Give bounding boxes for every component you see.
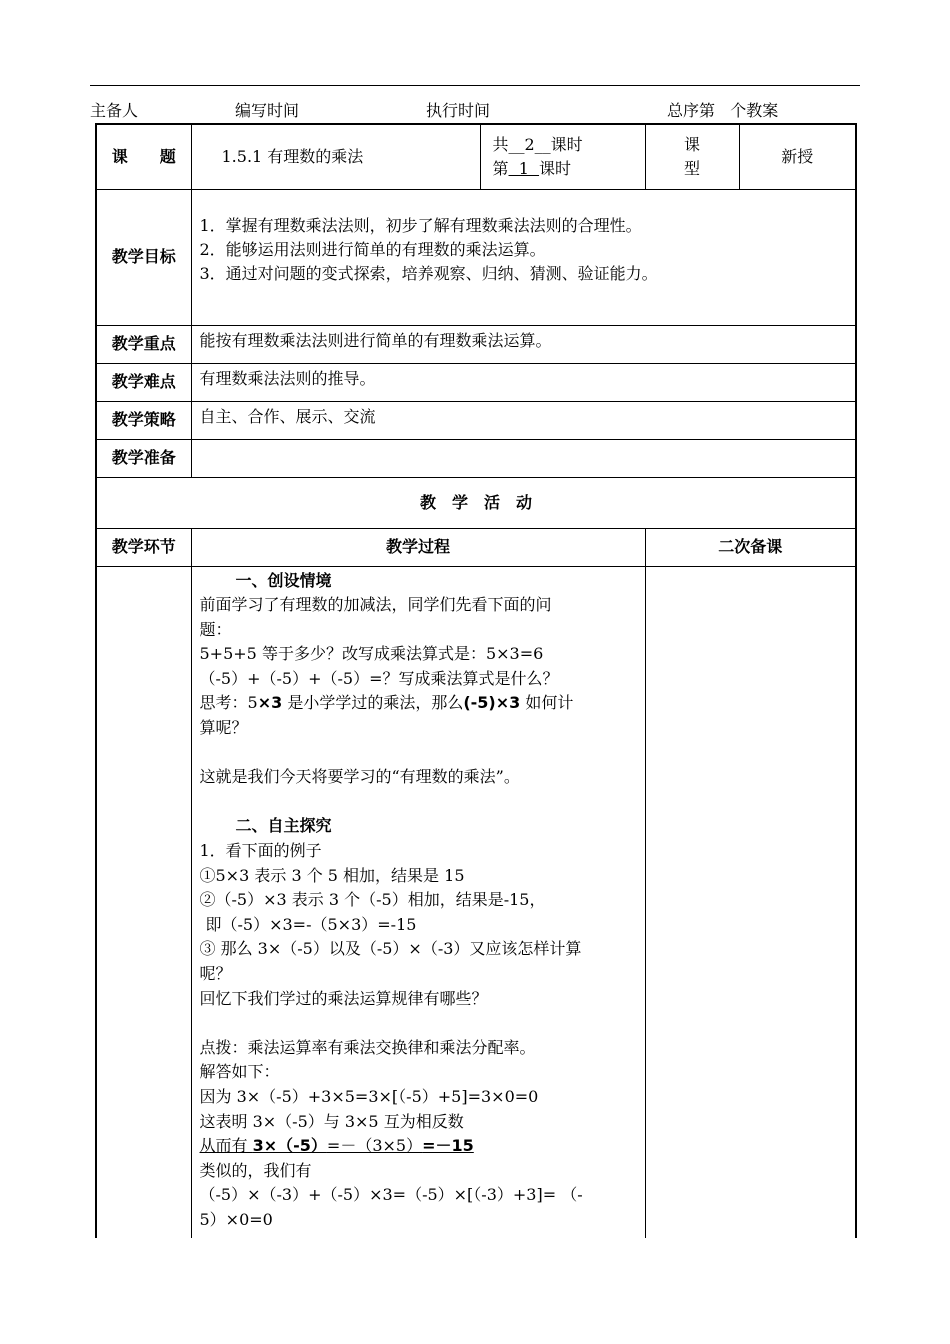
key-points-label: 教学重点 <box>96 325 191 363</box>
header-rule <box>90 85 860 86</box>
text-line: ①5×3 表示 3 个 5 相加，结果是 15 <box>199 865 465 885</box>
text-span: =－15 <box>422 1136 474 1156</box>
lesson-type-label-2: 型 <box>683 158 700 178</box>
preparation-value <box>191 439 856 477</box>
difficulty-value: 有理数乘法法则的推导。 <box>191 363 856 401</box>
preparer-label: 主备人 <box>90 101 139 120</box>
text-line: 因为 3×（-5）+3×5=3×[（-5）+5]=3×0=0 <box>199 1086 539 1106</box>
goals-row <box>96 189 856 325</box>
column-header-row <box>96 528 856 566</box>
process-content <box>191 566 645 1238</box>
topic-row <box>96 124 856 189</box>
goal-item: 2．能够运用法则进行简单的有理数的乘法运算。 <box>199 239 546 259</box>
process-row <box>96 566 856 1238</box>
goal-item: 1．掌握有理数乘法法则，初步了解有理数乘法法则的合理性。 <box>199 215 642 235</box>
text-line: 这就是我们今天将要学习的“有理数的乘法”。 <box>199 767 520 787</box>
current-hour <box>493 157 637 181</box>
goals-label: 教学目标 <box>96 189 191 325</box>
secondary-column-header: 二次备课 <box>645 528 856 566</box>
lesson-title: 1.5.1 有理数的乘法 <box>191 124 480 189</box>
goal-item: 3．通过对问题的变式探索，培养观察、归纳、猜测、验证能力。 <box>199 263 658 283</box>
topic-label: 课 题 <box>96 124 191 189</box>
goals-content <box>191 189 856 325</box>
strategy-label: 教学策略 <box>96 401 191 439</box>
class-hours <box>480 124 645 189</box>
key-points-row <box>96 325 856 363</box>
text-span: 从而有 <box>199 1136 253 1156</box>
total-hours: 共__2__课时 <box>492 134 583 154</box>
text-line: 即（-5）×3=-（5×3）=-15 <box>205 914 417 934</box>
text-line: 前面学习了有理数的加减法，同学们先看下面的问 <box>199 595 552 615</box>
text-span: (-5)×3 <box>463 693 521 713</box>
process-column-header: 教学过程 <box>191 528 645 566</box>
strategy-row <box>96 401 856 439</box>
stage-column-header: 教学环节 <box>96 528 191 566</box>
stage-cell <box>96 566 191 1238</box>
text-line: 解答如下： <box>199 1062 280 1082</box>
text-line: 呢？ <box>199 964 232 983</box>
text-span: 3×（-5） <box>252 1136 327 1156</box>
blank-line <box>200 741 637 766</box>
write-time-label: 编写时间 <box>235 101 300 120</box>
text-span: 如何计 <box>520 693 574 713</box>
difficulty-row <box>96 363 856 401</box>
current-hour-prefix: 第 <box>492 158 509 178</box>
section-title: 一、创设情境 <box>235 570 332 590</box>
text-span: 思考：5 <box>199 693 258 713</box>
current-hour-num: 1 <box>508 158 540 178</box>
text-line: 5+5+5 等于多少？改写成乘法算式是：5×3=6 <box>199 644 544 664</box>
blank-line <box>200 790 637 815</box>
text-line <box>200 691 637 716</box>
blank-line <box>200 1011 637 1036</box>
lesson-type-label-1: 课 <box>683 134 700 154</box>
text-line: 5）×0=0 <box>199 1209 273 1229</box>
strategy-value: 自主、合作、展示、交流 <box>191 401 856 439</box>
activity-title: 教 学 活 动 <box>96 477 856 528</box>
text-span: ×3 <box>257 693 283 713</box>
preparation-row <box>96 439 856 477</box>
difficulty-label: 教学难点 <box>96 363 191 401</box>
sequence-label: 总序第 个教案 <box>667 101 779 120</box>
text-line <box>200 1134 637 1159</box>
text-line: 回忆下我们学过的乘法运算规律有哪些？ <box>199 988 488 1008</box>
activity-title-row <box>96 477 856 528</box>
text-line: （-5）+（-5）+（-5）=？写成乘法算式是什么？ <box>199 668 559 688</box>
current-hour-suffix: 课时 <box>539 158 572 178</box>
text-line: 点拨：乘法运算率有乘法交换律和乘法分配率。 <box>199 1037 536 1057</box>
text-line: 算呢？ <box>199 718 248 738</box>
exec-time-label: 执行时间 <box>426 101 491 120</box>
lesson-plan-table <box>95 123 857 1238</box>
lesson-type-label <box>645 124 739 189</box>
text-line: 这表明 3×（-5）与 3×5 互为相反数 <box>199 1111 464 1131</box>
text-line: （-5）×（-3）+（-5）×3=（-5）×[（-3）+3]= （- <box>199 1185 583 1205</box>
lesson-type-value: 新授 <box>739 124 856 189</box>
key-points-value: 能按有理数乘法法则进行简单的有理数乘法运算。 <box>191 325 856 363</box>
text-line: 题： <box>199 619 232 639</box>
text-span: 是小学学过的乘法，那么 <box>282 693 464 713</box>
text-line: 1．看下面的例子 <box>199 841 322 861</box>
section-title: 二、自主探究 <box>235 816 332 836</box>
secondary-cell <box>645 566 856 1238</box>
text-line: ②（-5）×3 表示 3 个（-5）相加，结果是-15， <box>199 890 546 910</box>
preparation-label: 教学准备 <box>96 439 191 477</box>
text-line: ③ 那么 3×（-5）以及（-5）×（-3）又应该怎样计算 <box>199 939 582 959</box>
text-line: 类似的，我们有 <box>199 1160 312 1180</box>
text-span: =－（3×5） <box>326 1136 423 1156</box>
